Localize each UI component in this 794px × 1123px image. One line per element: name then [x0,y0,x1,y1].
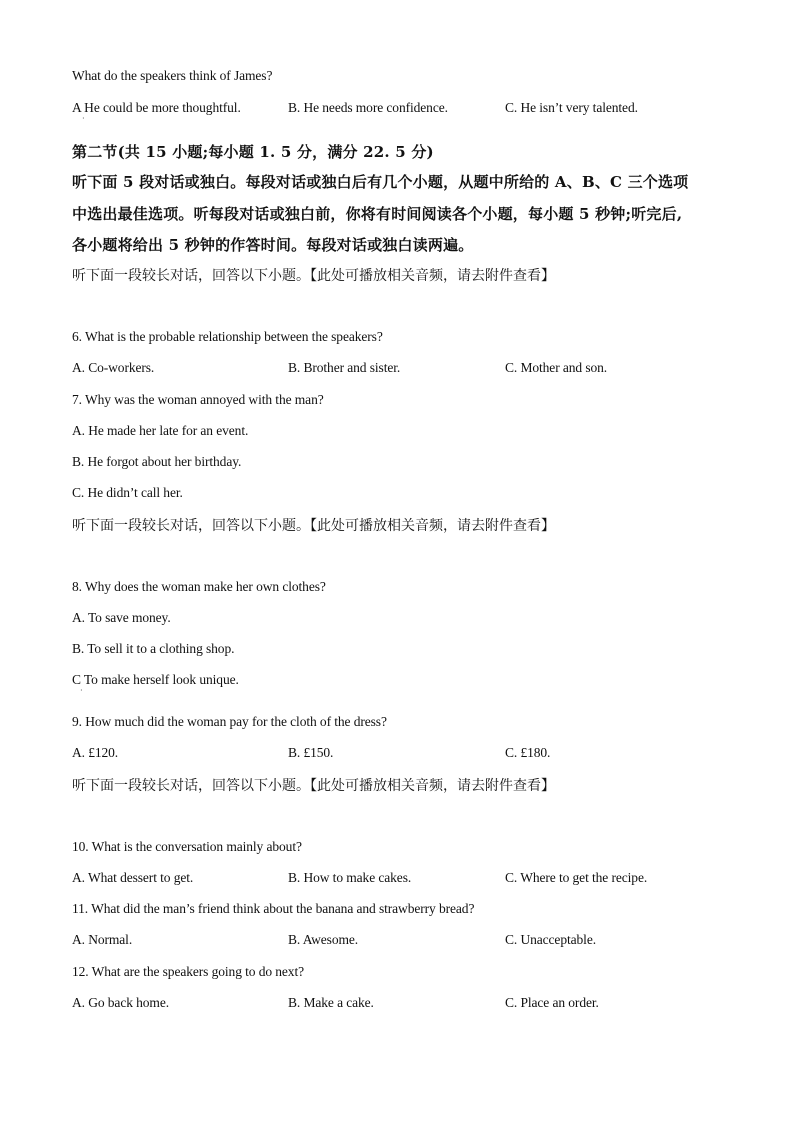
audio-note: 听下面一段较长对话，回答以下小题。【此处可播放相关音频，请去附件查看】 [72,518,555,534]
question-6-text: 6. What is the probable relationship between the speakers? [72,329,383,344]
q11-option-c: C. Unacceptable. [505,932,596,947]
q8-option-a: A. To save money. [72,610,171,625]
audio-note: 听下面一段较长对话，回答以下小题。【此处可播放相关音频，请去附件查看】 [72,778,555,794]
q7-option-c: C. He didn’t call her. [72,485,183,500]
q7-option-a: A. He made her late for an event. [72,423,249,438]
q12-option-c: C. Place an order. [505,995,599,1010]
q5-option-b: B. He needs more confidence. [288,100,448,115]
q8-option-b: B. To sell it to a clothing shop. [72,641,235,656]
ocr-dot-mark: · [82,114,85,123]
q9-option-c: C. £180. [505,745,551,760]
section-instruction-line-1: 听下面 5 段对话或独白。每段对话或独白后有几个小题，从题中所给的 A、B、C 三个选项 [72,173,689,191]
section-instruction-line-2: 中选出最佳选项。听每段对话或独白前，你将有时间阅读各个小题，每小题 5 秒钟;听完后, [72,205,683,223]
q5-option-c: C. He isn’t very talented. [505,100,638,115]
question-10-text: 10. What is the conversation mainly about? [72,839,302,854]
q9-option-b: B. £150. [288,745,334,760]
question-5-text: What do the speakers think of James? [72,68,273,83]
q6-option-c: C. Mother and son. [505,360,608,375]
q8-option-c: C To make herself look unique. [72,672,239,687]
question-9-text: 9. How much did the woman pay for the cloth of the dress? [72,714,387,729]
audio-note: 听下面一段较长对话，回答以下小题。【此处可播放相关音频，请去附件查看】 [72,268,555,284]
question-12-text: 12. What are the speakers going to do next? [72,964,305,979]
q11-option-b: B. Awesome. [288,932,359,947]
q7-option-b: B. He forgot about her birthday. [72,454,242,469]
ocr-dot-mark: · [80,686,83,695]
q10-option-b: B. How to make cakes. [288,870,412,885]
q10-option-a: A. What dessert to get. [72,870,194,885]
q5-option-a: A He could be more thoughtful. [72,100,241,115]
question-11-text: 11. What did the man’s friend think about the banana and strawberry bread? [72,901,475,916]
question-8-text: 8. Why does the woman make her own clothes? [72,579,326,594]
q6-option-a: A. Co-workers. [72,360,155,375]
q10-option-c: C. Where to get the recipe. [505,870,648,885]
q12-option-a: A. Go back home. [72,995,170,1010]
q9-option-a: A. £120. [72,745,119,760]
section-title: 第二节(共 15 小题;每小题 1. 5 分，满分 22. 5 分) [72,143,434,161]
section-instruction-line-3: 各小题将给出 5 秒钟的作答时间。每段对话或独白读两遍。 [72,236,474,254]
q11-option-a: A. Normal. [72,932,133,947]
question-7-text: 7. Why was the woman annoyed with the man? [72,392,324,407]
q12-option-b: B. Make a cake. [288,995,374,1010]
q6-option-b: B. Brother and sister. [288,360,401,375]
